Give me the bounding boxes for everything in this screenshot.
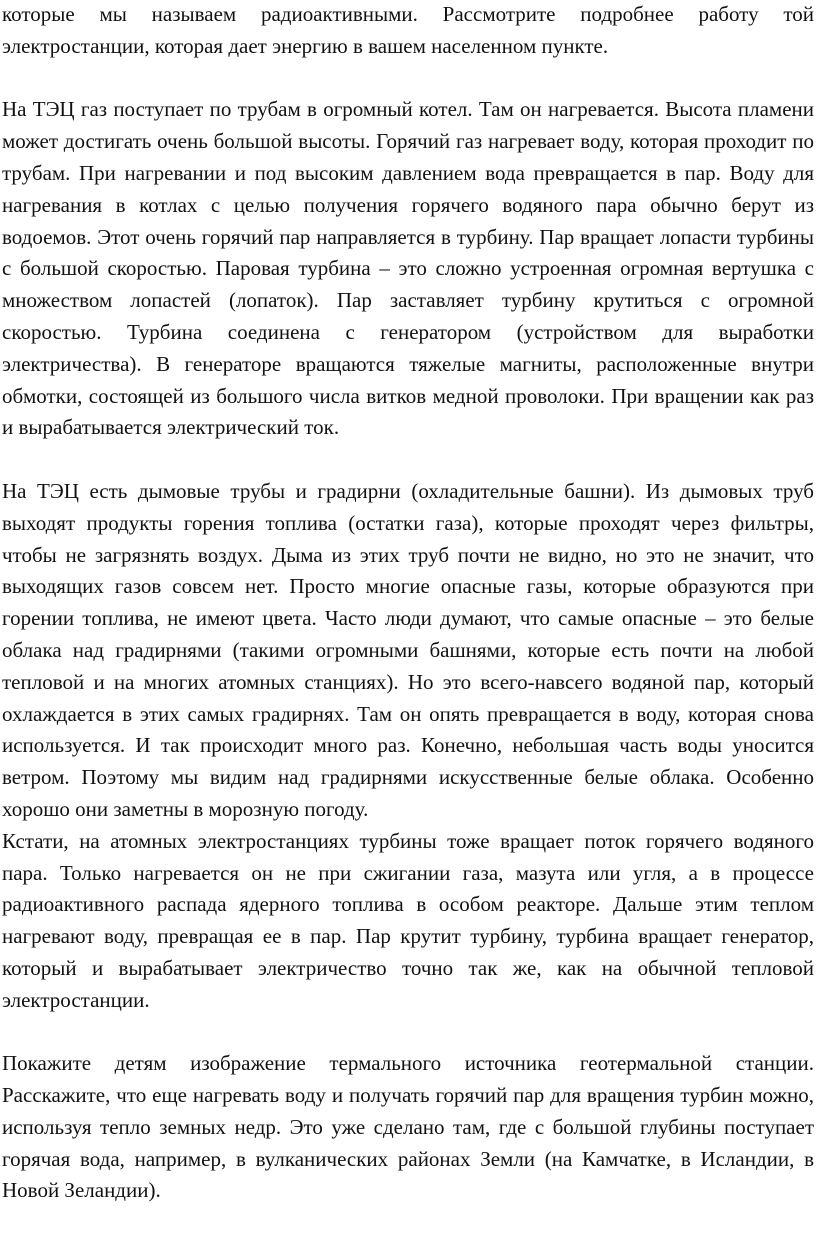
- paragraph-intro: которые мы называем радиоактивными. Рассмотрите подробнее работу той электростанции, которая дает энергию в вашем населенном пункте.: [2, 2, 814, 58]
- paragraph-spacer: [2, 444, 814, 476]
- paragraph-tec-boiler: На ТЭЦ газ поступает по трубам в огромный котел. Там он нагревается. Высота пламени может достигать очень большой высоты. Горячий газ нагревает воду, которая проходит по трубам. При нагревании и под высоким давлением вода превращается в пар. Воду для нагревания в котлах с целью получения горячего водяного пара обычно берут из водоемов. Этот очень горячий пар направляется в турбину. Пар вращает лопасти турбины с большой скоростью. Паровая турбина – это сложно устроенная огромная вертушка с множеством лопастей (лопаток). Пар заставляет турбину крутиться с огромной скоростью. Турбина соединена с генератором (устройством для выработки электричества). В генераторе вращаются тяжелые магниты, расположенные внутри обмотки, состоящей из большого числа витков медной проволоки. При вращении как раз и вырабатывается электрический ток.: [2, 97, 814, 440]
- paragraph-chimneys: На ТЭЦ есть дымовые трубы и градирни (охладительные башни). Из дымовых труб выходят продукты горения топлива (остатки газа), которые проходят через фильтры, чтобы не загрязнять воздух. Дыма из этих труб почти не видно, но это не значит, что выходящих газов совсем нет. Просто многие опасные газы, которые образуются при горении топлива, не имеют цвета. Часто люди думают, что самые опасные – это белые облака над градирнями (такими огромными башнями, которые есть почти на любой тепловой и на многих атомных станциях). Но это всего-навсего водяной пар, который охлаждается в этих самых градирнях. Там он опять превращается в воду, которая снова используется. И так происходит много раз. Конечно, небольшая часть воды уносится ветром. Поэтому мы видим над градирнями искусственные белые облака. Особенно хорошо они заметны в морозную погоду.: [2, 478, 814, 821]
- paragraph-spacer: [2, 1017, 814, 1049]
- paragraph-spacer: [2, 63, 814, 95]
- paragraph-nuclear: Кстати, на атомных электростанциях турбины тоже вращает поток горячего водяного пара. Только нагревается он не при сжигании газа, мазута или угля, а в процессе радиоактивного распада ядерного топлива в особом реакторе. Дальше этим теплом нагревают воду, превращая ее в пар. Пар крутит турбину, турбина вращает генератор, который и вырабатывает электричество точно так же, как на обычной тепловой электростанции.: [2, 828, 814, 1012]
- paragraph-geothermal: Покажите детям изображение термального источника геотермальной станции. Расскажите, что еще нагревать воду и получать горячий пар для вращения турбин можно, используя тепло земных недр. Это уже сделано там, где с большой глубины поступает горячая вода, например, в вулканических районах Земли (на Камчатке, в Исландии, в Новой Зеландии).: [2, 1051, 814, 1203]
